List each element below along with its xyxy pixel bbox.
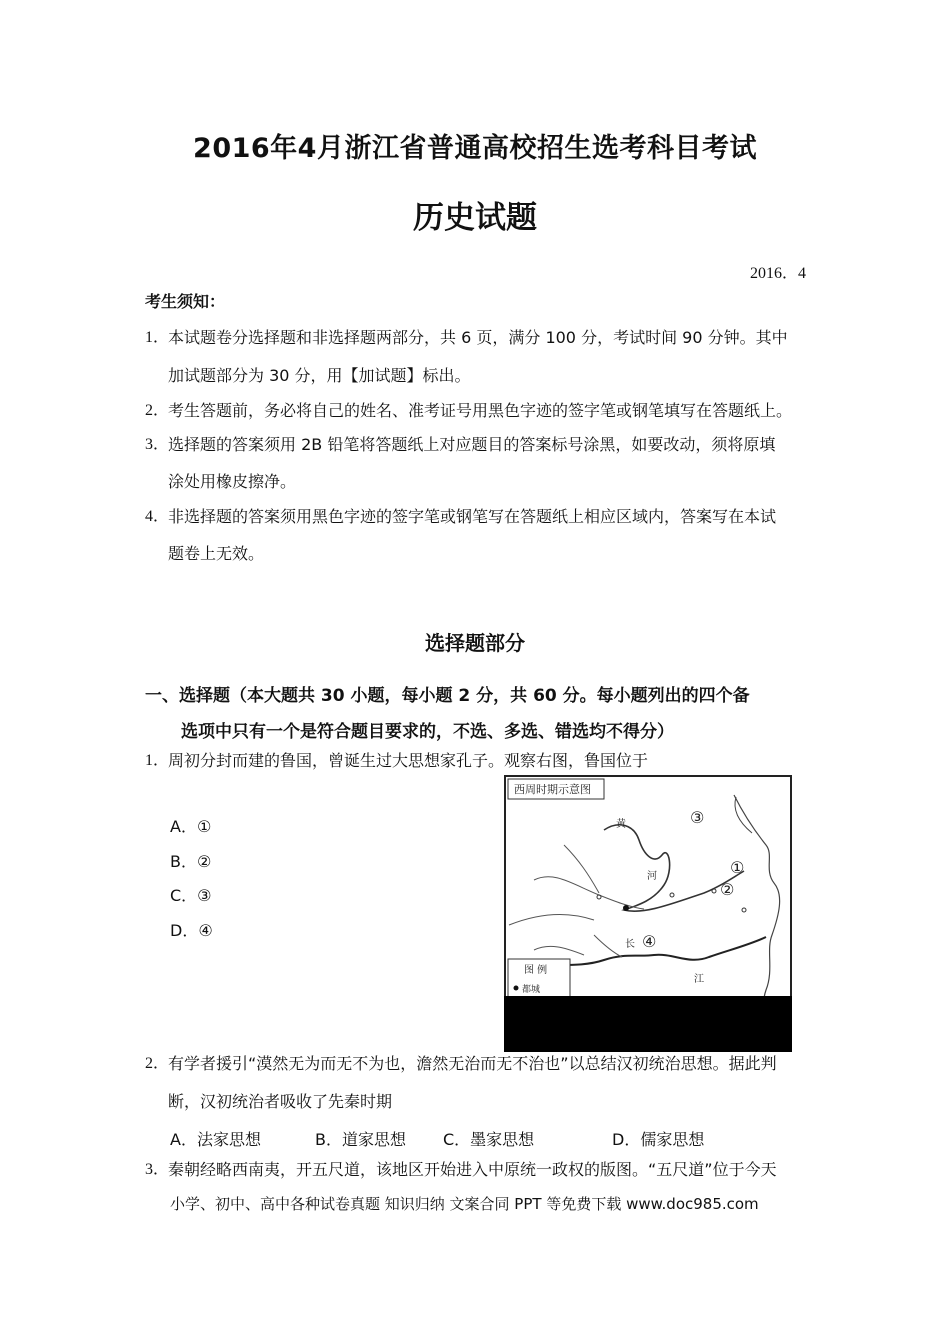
- q2-stem-line2: 断，汉初统治者吸收了先秦时期: [168, 1092, 393, 1111]
- notice-1-line2: 加试题部分为 30 分，用【加试题】标出。: [168, 366, 471, 385]
- notice-2-line1: 考生答题前，务必将自己的姓名、准考证号用黑色字迹的签字笔或钢笔填写在答题纸上。: [168, 401, 793, 420]
- map-caption: 西周时期示意图: [514, 783, 591, 796]
- notice-3-num: 3．: [145, 436, 170, 453]
- q3-stem-line1: 秦朝经略西南夷，开五尺道，该地区开始进入中原统一政权的版图。“五尺道”位于今天: [168, 1160, 777, 1179]
- exam-subtitle: 历史试题: [413, 200, 537, 236]
- notice-4-num: 4．: [145, 508, 170, 525]
- exam-date: 2016．4: [749, 265, 806, 282]
- notice-1-num: 1．: [145, 329, 170, 346]
- map-marker-1: ①: [730, 858, 745, 877]
- notice-3-line2: 涂处用橡皮擦净。: [168, 472, 297, 491]
- redaction-block: [504, 996, 792, 1052]
- map-legend-item: 都城: [522, 985, 541, 995]
- section-title: 选择题部分: [425, 631, 525, 655]
- q1-option-b: B．②: [170, 852, 212, 871]
- q1-option-d: D．④: [170, 921, 213, 940]
- map-marker-2: ②: [720, 880, 735, 899]
- exam-title: 2016年4月浙江省普通高校招生选考科目考试: [193, 133, 757, 164]
- part-heading-line1: 一、选择题（本大题共 30 小题，每小题 2 分，共 60 分。每小题列出的四个备: [145, 686, 750, 706]
- part-heading-line2: 选项中只有一个是符合题目要求的，不选、多选、错选均不得分）: [181, 722, 674, 742]
- notice-1-line1: 本试题卷分选择题和非选择题两部分，共 6 页，满分 100 分，考试时间 90 分钟。其中: [168, 328, 788, 347]
- q2-option-b: B．道家思想: [315, 1130, 406, 1149]
- page-footer: 小学、初中、高中各种试卷真题 知识归纳 文案合同 PPT 等免费下载 www.doc985.com: [170, 1195, 759, 1213]
- map-marker-3: ③: [690, 808, 705, 827]
- q2-option-c: C．墨家思想: [443, 1130, 535, 1149]
- q2-number: 2．: [145, 1055, 170, 1072]
- map-marker-4: ④: [642, 932, 657, 951]
- notice-4-line1: 非选择题的答案须用黑色字迹的签字笔或钢笔写在答题纸上相应区域内，答案写在本试: [168, 507, 777, 526]
- notice-2-num: 2．: [145, 402, 170, 419]
- map-label-he: 河: [647, 871, 657, 882]
- notice-4-line2: 题卷上无效。: [168, 544, 265, 563]
- q2-option-d: D．儒家思想: [612, 1130, 705, 1149]
- q1-number: 1．: [145, 752, 170, 769]
- map-label-jiang: 江: [694, 974, 704, 985]
- map-label-chang: 长: [625, 939, 635, 950]
- q1-option-a: A．①: [170, 817, 212, 836]
- q3-number: 3．: [145, 1161, 170, 1178]
- notice-3-line1: 选择题的答案须用 2B 铅笔将答题纸上对应题目的答案标号涂黑，如要改动，须将原填: [168, 435, 776, 454]
- q1-option-c: C．③: [170, 886, 212, 905]
- q2-stem-line1: 有学者援引“漠然无为而无不为也，澹然无治而无不治也”以总结汉初统治思想。据此判: [168, 1054, 777, 1073]
- notice-heading: 考生须知：: [145, 292, 226, 311]
- q1-stem: 周初分封而建的鲁国，曾诞生过大思想家孔子。观察右图，鲁国位于: [168, 751, 649, 770]
- map-legend-title: 图 例: [524, 965, 548, 976]
- map-label-huang: 黄: [616, 819, 626, 830]
- q2-option-a: A．法家思想: [170, 1130, 261, 1149]
